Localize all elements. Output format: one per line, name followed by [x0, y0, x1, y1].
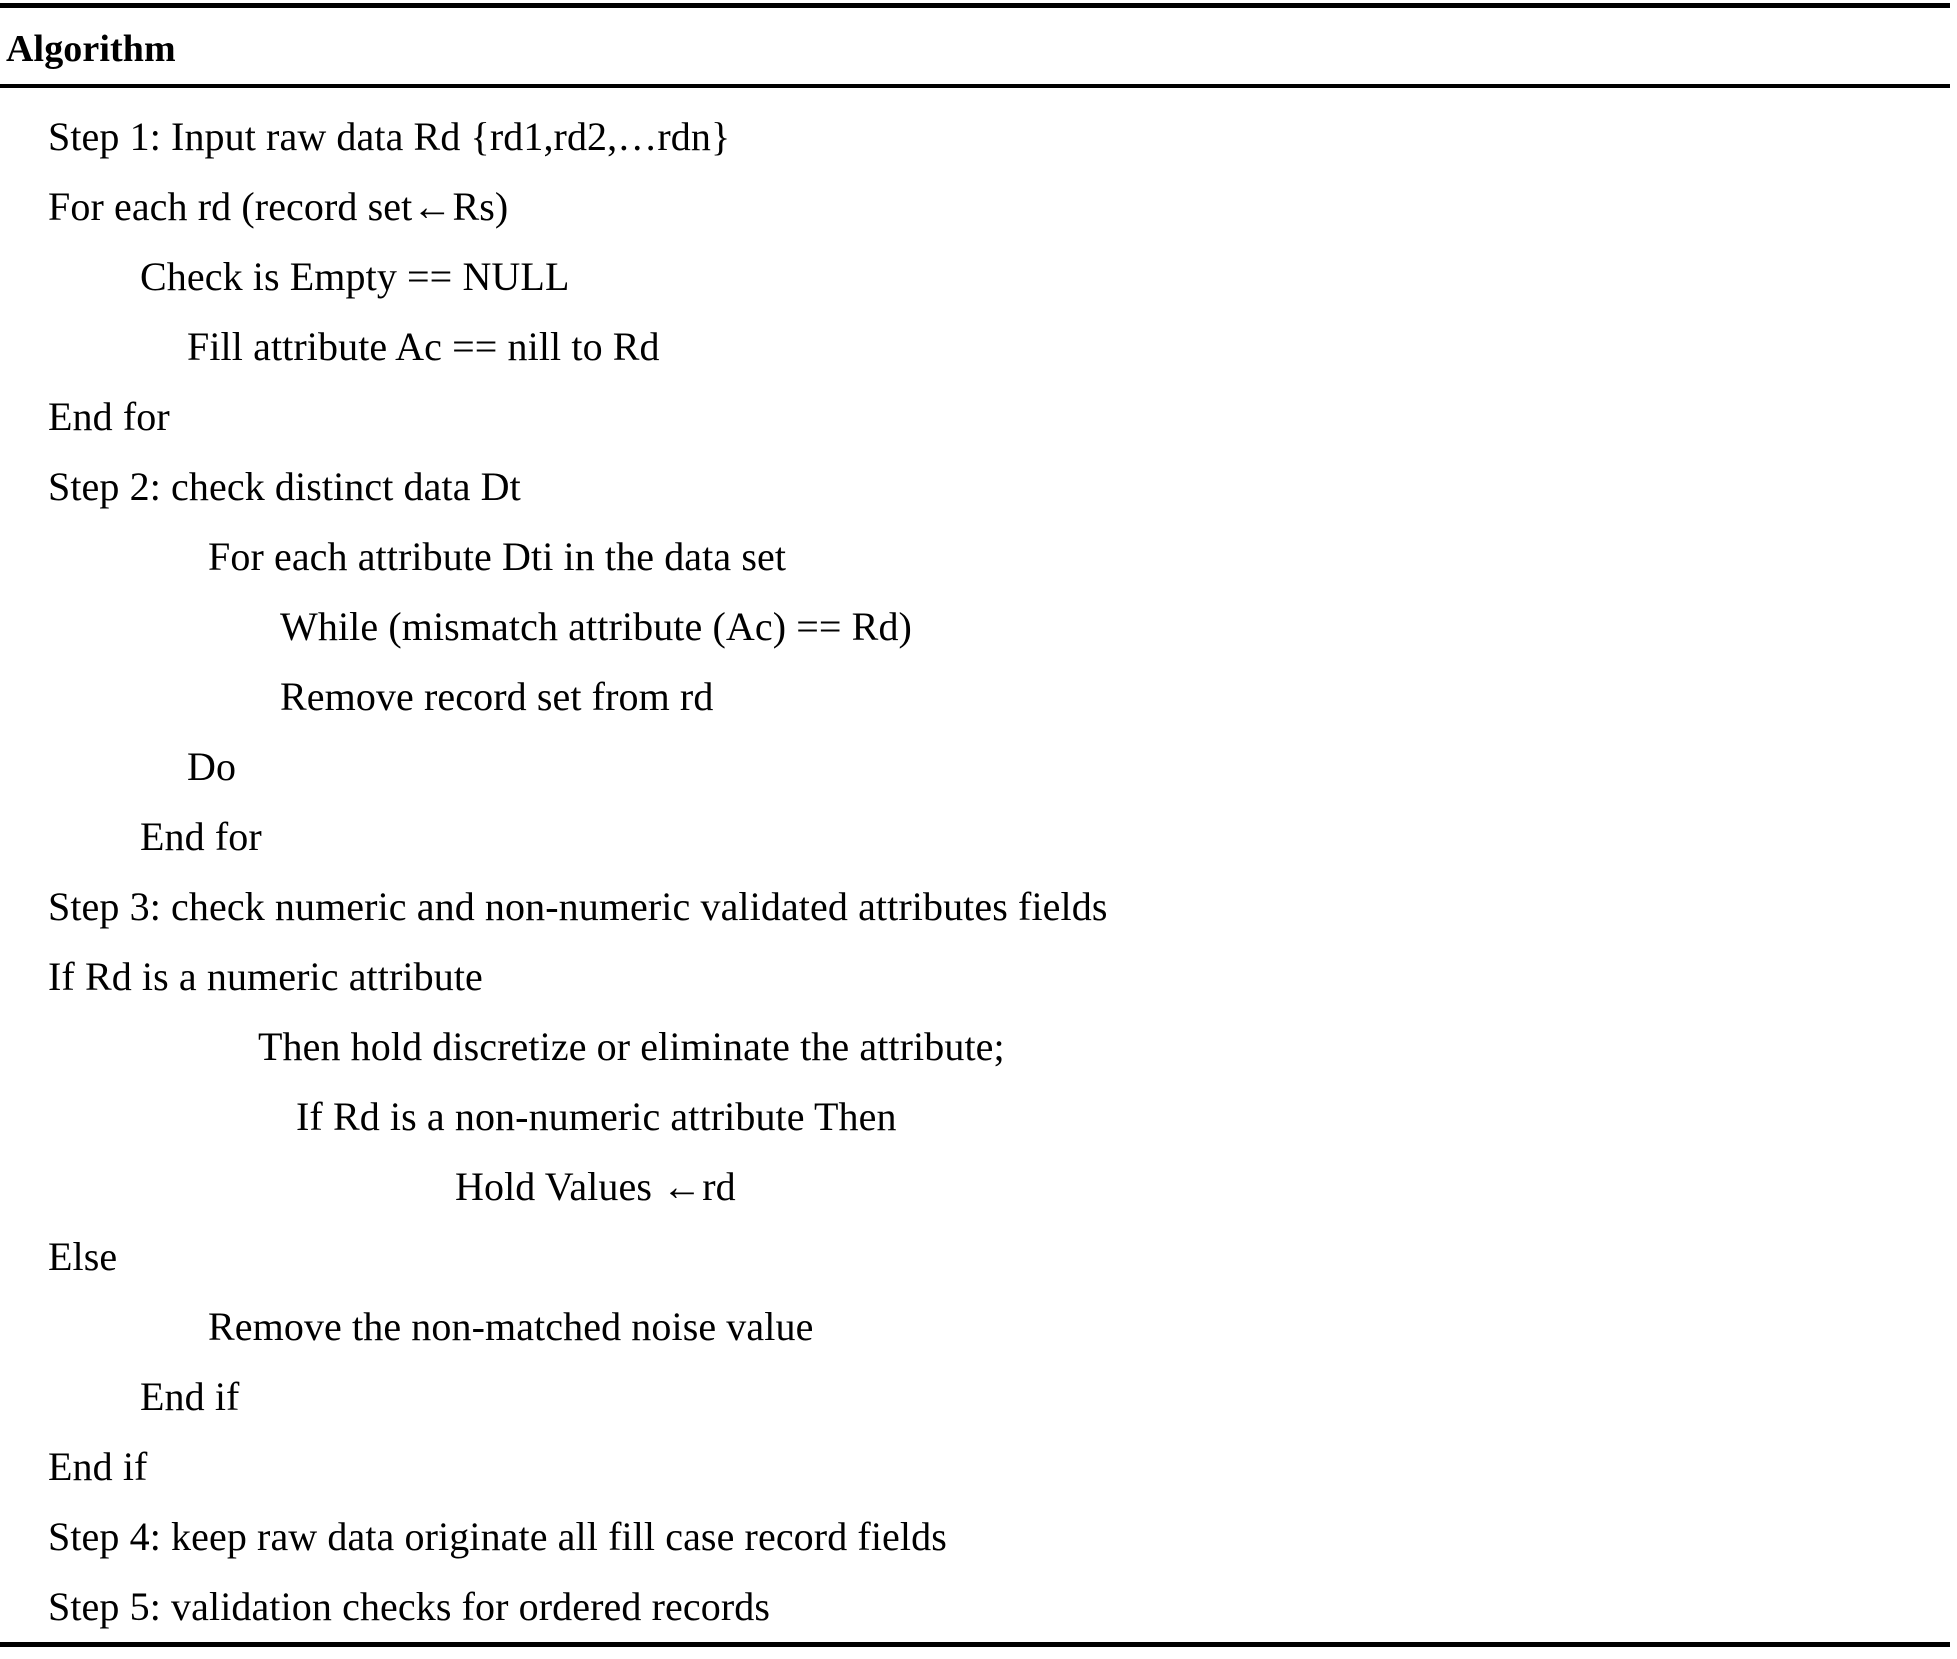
- pseudocode-line: End if: [140, 1374, 240, 1419]
- pseudocode-line: If Rd is a non-numeric attribute Then: [296, 1094, 897, 1139]
- pseudocode-line: For each rd (record set←Rs): [48, 184, 509, 229]
- pseudocode-line: Check is Empty == NULL: [140, 254, 570, 299]
- pseudocode-line: If Rd is a numeric attribute: [48, 954, 483, 999]
- pseudocode-line: Remove record set from rd: [280, 674, 714, 719]
- pseudocode-line: Then hold discretize or eliminate the attribute;: [258, 1024, 1005, 1069]
- pseudocode-line: Do: [187, 744, 237, 789]
- pseudocode-line: Step 4: keep raw data originate all fill case record fields: [48, 1514, 947, 1559]
- algorithm-header-title: Algorithm: [6, 28, 176, 70]
- pseudocode-line: Hold Values ←rd: [455, 1164, 736, 1209]
- pseudocode-line: Step 1: Input raw data Rd {rd1,rd2,…rdn}: [48, 114, 731, 159]
- pseudocode-line: Step 5: validation checks for ordered records: [48, 1584, 771, 1629]
- pseudocode-line: End for: [48, 394, 170, 439]
- algorithm-box: [0, 3, 1957, 1659]
- table-bottom-rule: [0, 1642, 1950, 1647]
- pseudocode-line: While (mismatch attribute (Ac) == Rd): [280, 604, 912, 649]
- pseudocode-line: For each attribute Dti in the data set: [208, 534, 787, 579]
- pseudocode-line: End if: [48, 1444, 148, 1489]
- pseudocode-line: Step 2: check distinct data Dt: [48, 464, 521, 509]
- pseudocode-line: Remove the non-matched noise value: [208, 1304, 814, 1349]
- pseudocode-line: Else: [48, 1234, 118, 1279]
- pseudocode-line: Fill attribute Ac == nill to Rd: [187, 324, 660, 369]
- pseudocode-line: Step 3: check numeric and non-numeric validated attributes fields: [48, 884, 1108, 929]
- pseudocode-body: [0, 88, 1957, 1642]
- pseudocode-line: End for: [140, 814, 262, 859]
